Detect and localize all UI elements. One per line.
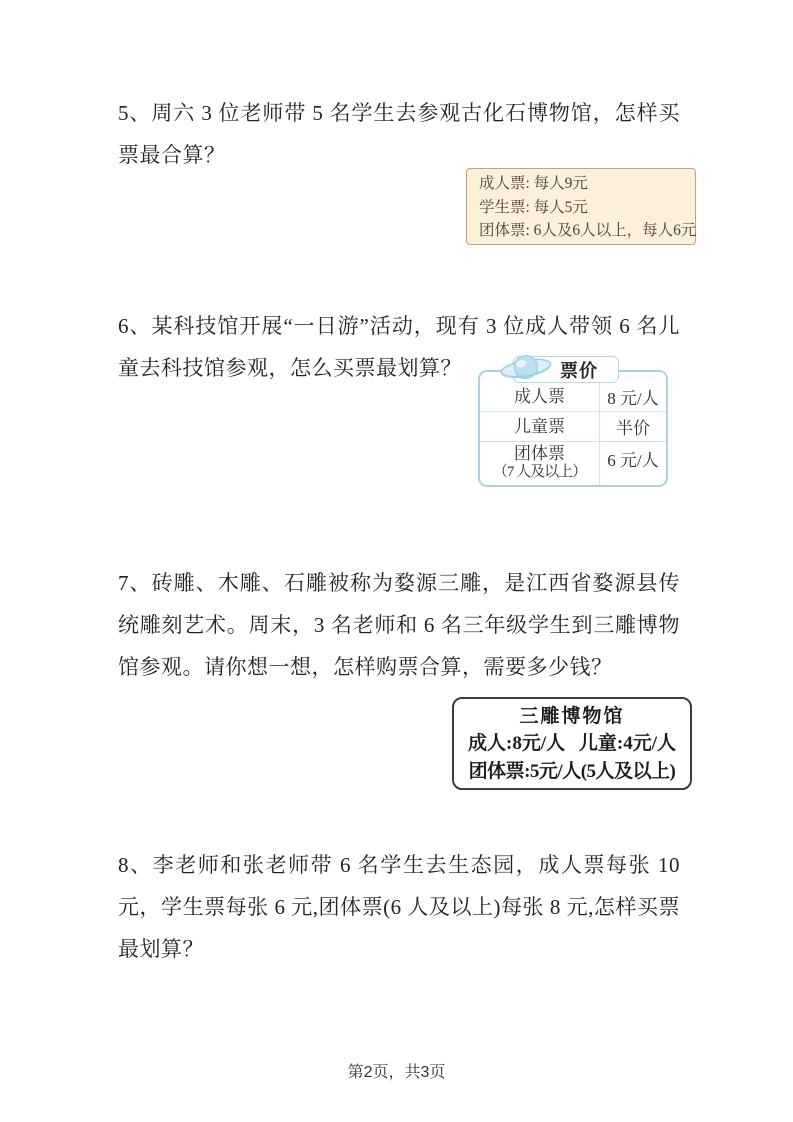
question-8-text: 8、李老师和张老师带 6 名学生去生态园，成人票每张 10 元，学生票每张 6 元,团体票(6 人及以上)每张 8 元,怎样买票最划算？ <box>118 853 680 961</box>
q7-adult-price: 成人:8元/人 <box>468 733 566 754</box>
row-label: 成人票 <box>514 386 565 406</box>
row-label-sub: （7 人及以上） <box>492 464 587 481</box>
q6-price-table <box>478 370 668 487</box>
page-footer: 第2页，共3页 <box>347 1064 446 1081</box>
q7-price-card <box>452 697 692 790</box>
row-label-main: 团体票 <box>514 444 565 464</box>
q7-card-price-row <box>466 730 678 758</box>
question-6-text: 6、某科技馆开展“一日游”活动，现有 3 位成人带领 6 名儿童去科技馆参观，怎么买票最划算？ <box>118 314 680 380</box>
row-value: 6 元/人 <box>599 442 666 485</box>
question-7-text: 7、砖雕、木雕、石雕被称为婺源三雕，是江西省婺源县传统雕刻艺术。周末，3 名老师和 6 名三年级学生到三雕博物馆参观。请你想一想，怎样购票合算，需要多少钱？ <box>118 571 680 679</box>
row-value: 8 元/人 <box>599 381 666 411</box>
q5-price-box <box>466 168 696 245</box>
q5-price-line-student: 学生票: 每人5元 <box>479 198 588 216</box>
row-value: 半价 <box>599 412 666 440</box>
q7-child-price: 儿童:4元/人 <box>578 733 676 754</box>
planet-icon <box>499 351 553 383</box>
question-5-text: 5、周六 3 位老师带 5 名学生去参观古化石博物馆，怎样买票最合算？ <box>118 101 680 167</box>
q6-table-title: 票价 <box>560 360 598 381</box>
table-row <box>480 441 666 485</box>
row-label: 儿童票 <box>514 417 565 437</box>
q5-price-line-adult: 成人票: 每人9元 <box>479 175 588 192</box>
q7-card-title: 三雕博物馆 <box>519 706 625 727</box>
row-label <box>480 444 599 482</box>
q7-group-price: 团体票:5元/人(5人及以上) <box>468 761 676 782</box>
q5-price-line-group: 团体票: 6人及6人以上，每人6元 <box>479 222 697 239</box>
table-row <box>480 411 666 440</box>
